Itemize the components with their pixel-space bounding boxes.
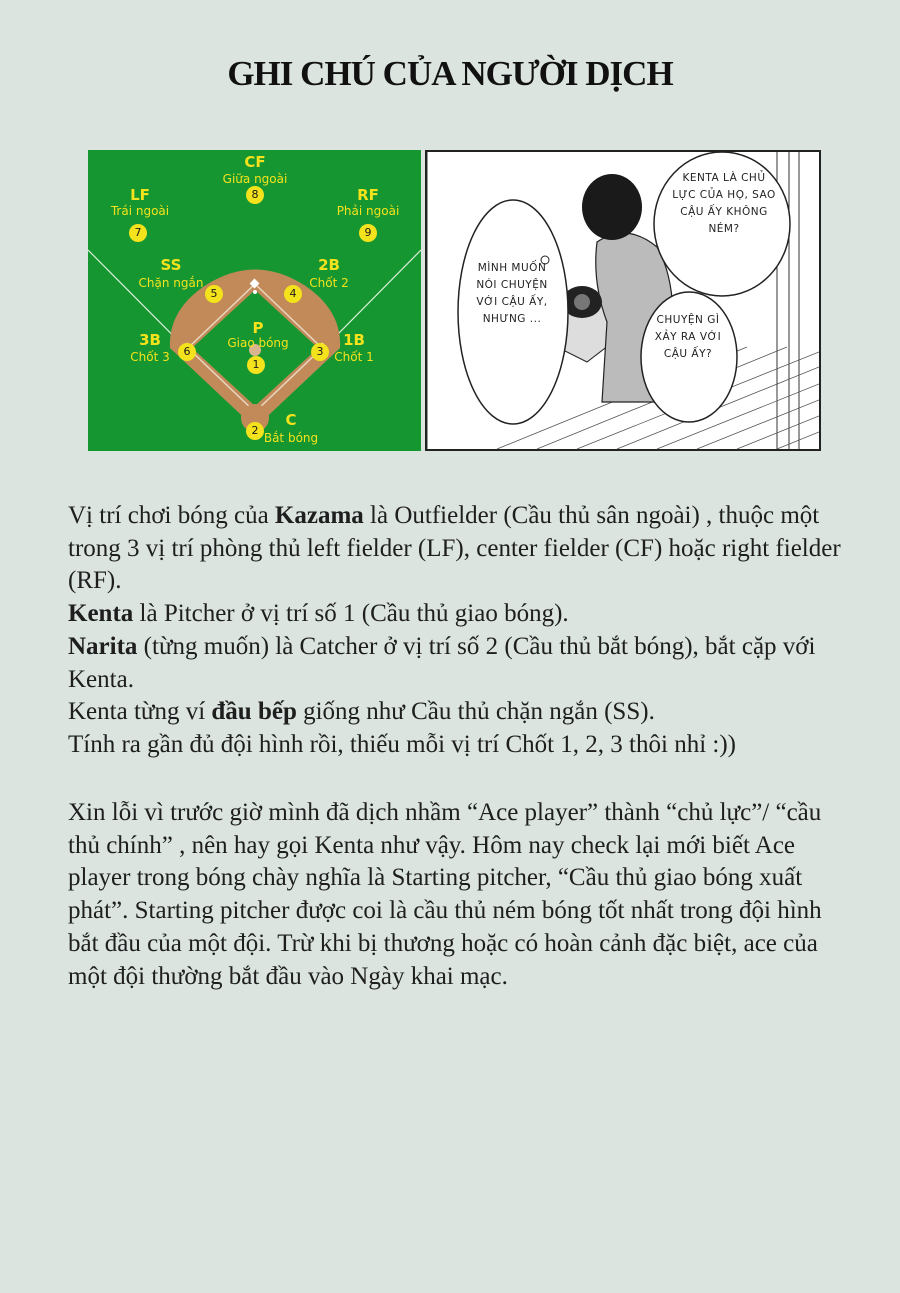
text-line-kenta: Kenta là Pitcher ở vị trí số 1 (Cầu thủ giao bóng).	[68, 600, 569, 628]
field-position-name: Trái ngoài	[110, 204, 170, 218]
field-position-code: SS	[160, 256, 182, 274]
text-line-kazama: Vị trí chơi bóng của Kazama là Outfielder (Cầu thủ sân ngoài) , thuộc một trong 3 vị trí phòng thủ left fielder (LF), center fielder (CF) hoặc right fielder (RF).	[68, 502, 841, 595]
field-position-code: 3B	[139, 331, 161, 349]
paragraph-positions	[68, 500, 848, 762]
speech-bubble-2: MÌNH MUỐN NÓI CHUYỆN VỚI CẬU ẤY, NHƯNG ...	[476, 262, 548, 325]
text-line-narita: Narita (từng muốn) là Catcher ở vị trí số 2 (Cầu thủ bắt bóng), bắt cặp với Kenta.	[68, 632, 816, 693]
text-line-summary: Tính ra gần đủ đội hình rồi, thiếu mỗi vị trí Chốt 1, 2, 3 thôi nhỉ :))	[68, 730, 736, 758]
paragraph-ace-player: Xin lỗi vì trước giờ mình đã dịch nhầm “Ace player” thành “chủ lực”/ “cầu thủ chính” , nên hay gọi Kenta như vậy. Hôm nay check lại mới biết Ace player trong bóng chày nghĩa là Starting pitcher, “Cầu thủ giao bóng xuất phát”. Starting pitcher được coi là cầu thủ ném bóng tốt nhất trong đội hình bắt đầu của một đội. Trừ khi bị thương hoặc có hoàn cảnh đặc biệt, ace của một đội thường bắt đầu vào Ngày khai mạc.	[68, 799, 822, 990]
field-position-code: C	[285, 411, 297, 429]
field-position-number: 3	[311, 343, 329, 361]
field-position-number: 2	[246, 422, 264, 440]
field-position-name: Chốt 1	[334, 350, 374, 364]
field-position-code: LF	[130, 186, 150, 204]
field-position-number: 4	[284, 285, 302, 303]
field-position-number: 6	[178, 343, 196, 361]
field-position-code: RF	[357, 186, 379, 204]
text-line-dau-bep: Kenta từng ví đầu bếp giống như Cầu thủ chặn ngắn (SS).	[68, 698, 655, 726]
field-position-name: Chốt 3	[130, 350, 170, 364]
field-position-number: 9	[359, 224, 377, 242]
field-position-name: Giao bóng	[227, 336, 289, 350]
field-position-number: 1	[247, 356, 265, 374]
speech-bubble-1: KENTA LÀ CHỦ LỰC CỦA HỌ, SAO CẬU ẤY KHÔNG NÉM?	[672, 172, 776, 235]
field-position-code: 2B	[318, 256, 340, 274]
field-position-name: Chặn ngắn	[138, 276, 204, 290]
field-position-code: P	[252, 319, 264, 337]
field-position-number: 8	[246, 186, 264, 204]
field-position-code: CF	[244, 153, 266, 171]
manga-panel	[425, 150, 821, 451]
field-position-number: 7	[129, 224, 147, 242]
field-position-name: Phải ngoài	[336, 204, 400, 218]
field-position-name: Giữa ngoài	[222, 172, 288, 186]
field-position-number: 5	[205, 285, 223, 303]
field-position-code: 1B	[343, 331, 365, 349]
field-position-name: Bắt bóng	[263, 431, 319, 445]
page-title: GHI CHÚ CỦA NGƯỜI DỊCH	[227, 54, 673, 93]
baseball-field-diagram	[88, 150, 421, 451]
field-position-name: Chốt 2	[309, 276, 349, 290]
speech-bubble-3: CHUYỆN GÌ XẢY RA VỚI CẬU ẤY?	[654, 314, 722, 360]
